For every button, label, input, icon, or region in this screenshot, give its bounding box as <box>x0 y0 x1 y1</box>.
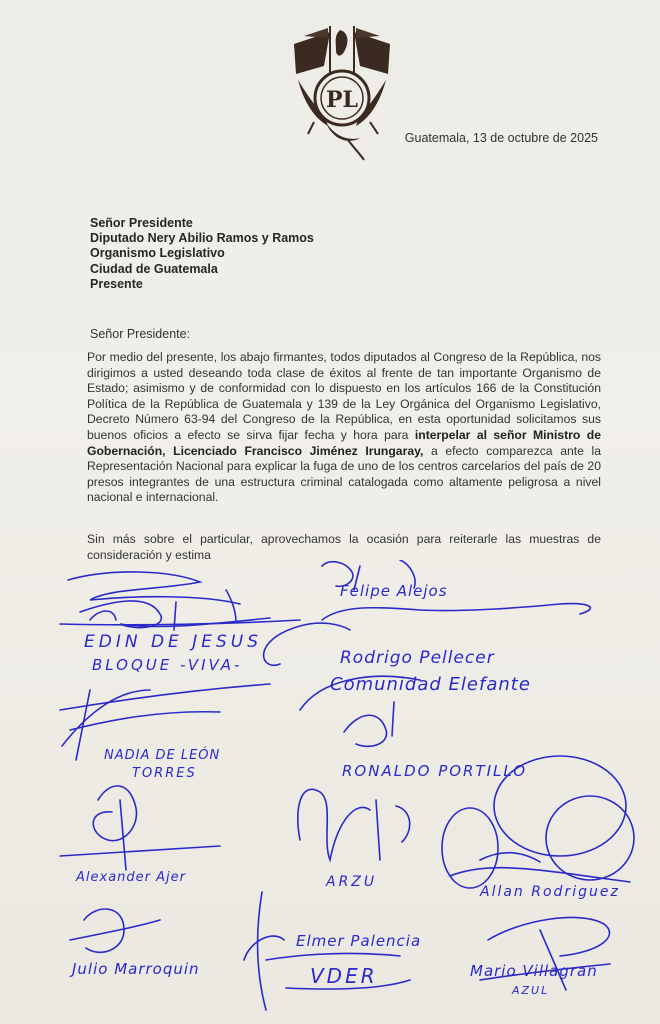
signature-name: TORRES <box>132 766 197 781</box>
signature-name: Comunidad Elefante <box>330 674 531 695</box>
addressee-line: Diputado Nery Abilio Ramos y Ramos <box>90 231 314 246</box>
salutation: Señor Presidente: <box>90 327 191 341</box>
body-text-part1: Por medio del presente, los abajo firmantes, todos diputados al Congreso de la República, nos dirigimos a usted deseando toda clase de éxitos al frente de tan importante Organismo de Estado; asimismo y de conformidad con lo dispuesto en los artículos 166 de la Constitución Política de la República de Guatemala y 139 de la Ley Orgánica del Organismo Legislativo, Decreto Número 63-94 del Congreso de la República, en esta oportunidad solicitamos sus buenos oficios a efecto se sirva fijar fecha y hora para <box>87 350 601 442</box>
signature-name: Mario Villagran <box>470 962 598 980</box>
signature-name: RONALDO PORTILLO <box>342 762 528 780</box>
addressee-line: Ciudad de Guatemala <box>90 261 218 276</box>
closing-paragraph: Sin más sobre el particular, aprovechamos la ocasión para reiterarle las muestras de consideración y estima <box>87 532 601 562</box>
signature-name: NADIA DE LEÓN <box>104 748 221 763</box>
addressee-line: Señor Presidente <box>90 216 193 230</box>
signature-name: Rodrigo Pellecer <box>340 648 495 668</box>
signature-name: AZUL <box>512 984 550 997</box>
body-text-part2: a efecto comparezca ante la Representación Nacional para explicar la fuga de uno de los centros carcelarios del país de 20 presos integrantes de una estructura criminal catalogada como altamente peligrosa a nivel nacional e internacional. <box>87 443 602 505</box>
logo-monogram: PL <box>325 87 359 113</box>
signature-name: Alexander Ajer <box>76 870 186 885</box>
signature-name: EDIN DE JESUS <box>84 632 262 652</box>
signature-name: Felipe Alejos <box>340 582 448 600</box>
party-logo <box>284 22 400 162</box>
addressee-line: Organismo Legislativo <box>90 246 225 261</box>
signature-name: BLOQUE -VIVA- <box>92 656 243 674</box>
signature-name: Elmer Palencia <box>296 932 422 950</box>
signature-name: Julio Marroquin <box>72 960 200 978</box>
signature-strokes <box>0 560 660 1024</box>
body-paragraph <box>87 350 601 506</box>
addressee-line: Presente <box>90 276 143 291</box>
signature-name: Allan Rodriguez <box>480 884 620 900</box>
letter-date: Guatemala, 13 de octubre de 2025 <box>404 131 598 145</box>
signature-name: VDER <box>310 964 378 988</box>
addressee-block <box>90 216 314 292</box>
signature-name: ARZU <box>326 874 378 890</box>
body-text-bold: interpelar al señor Ministro de Gobernación, Licenciado Francisco Jiménez Irungaray, <box>87 427 601 458</box>
signatures-area <box>0 560 660 1024</box>
